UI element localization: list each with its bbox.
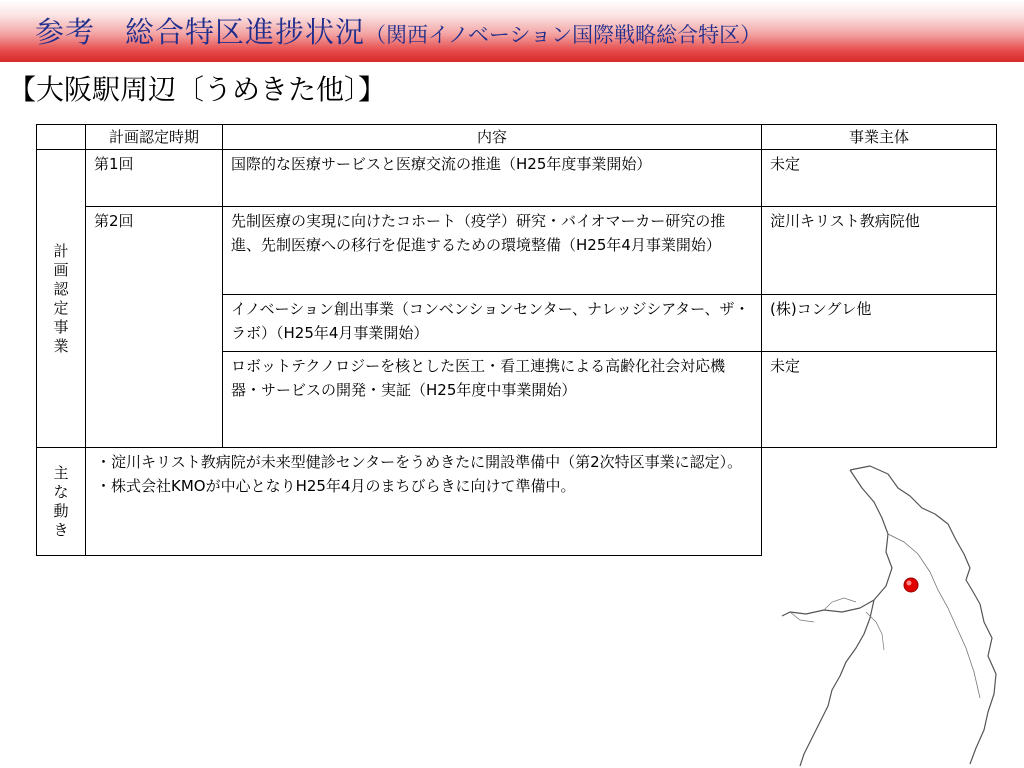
page-title (35, 10, 761, 51)
notes-label (37, 448, 86, 556)
row-group-char: 定 (53, 298, 69, 317)
col-header-entity: 事業主体 (762, 125, 997, 150)
period-cell: 第1回 (86, 150, 223, 207)
notes-label-char: き (53, 520, 69, 539)
row-group-char: 画 (53, 260, 69, 279)
entity-cell: 未定 (762, 150, 997, 207)
notes-label-char: 主 (53, 463, 69, 482)
entity-cell: 未定 (762, 352, 997, 448)
map-outline (782, 466, 996, 766)
map-bay-detail (790, 598, 884, 650)
page-title-sub: （関西イノベーション国際戦略総合特区） (365, 23, 762, 47)
content-cell: 国際的な医療サービスと医療交流の推進（H25年度事業開始） (223, 150, 762, 207)
location-marker-highlight (907, 581, 912, 586)
note-item: ・淀川キリスト教病院が未来型健診センターをうめきたに開設準備中（第2次特区事業に認定）。 (96, 453, 743, 471)
notes-label-char: な (53, 482, 69, 501)
content-cell: 先制医療の実現に向けたコホート（疫学）研究・バイオマーカー研究の推進、先制医療への移行を促進するための環境整備（H25年4月事業開始） (223, 207, 762, 295)
notes-label-char: 動 (53, 501, 69, 520)
table-row (37, 207, 997, 295)
osaka-map (770, 462, 1024, 768)
row-group-char: 業 (53, 336, 69, 355)
corner-cell (37, 125, 86, 150)
col-header-period: 計画認定時期 (86, 125, 223, 150)
row-group-char: 事 (53, 317, 69, 336)
note-item: ・株式会社KMOが中心となりH25年4月のまちびらきに向けて準備中。 (96, 477, 576, 495)
title-bar (0, 0, 1024, 62)
row-group-char: 認 (53, 279, 69, 298)
period-cell: 第2回 (86, 207, 223, 448)
content-cell: ロボットテクノロジーを核とした医工・看工連携による高齢化社会対応機器・サービスの開発・実証（H25年度中事業開始） (223, 352, 762, 448)
entity-cell: 淀川キリスト教病院他 (762, 207, 997, 295)
page-title-main: 参考 総合特区進捗状況 (35, 15, 366, 49)
section-title: 【大阪駅周辺〔うめきた他〕】 (8, 73, 387, 106)
table-header-row (37, 125, 997, 150)
row-group-char: 計 (53, 241, 69, 260)
row-group-label (37, 150, 86, 448)
entity-cell: (株)コングレ他 (762, 295, 997, 352)
content-cell: イノベーション創出事業（コンベンションセンター、ナレッジシアター、ザ・ラボ）（H25年4月事業開始） (223, 295, 762, 352)
table-row (37, 150, 997, 207)
notes-cell (86, 448, 762, 556)
location-marker (904, 578, 918, 592)
col-header-content: 内容 (223, 125, 762, 150)
